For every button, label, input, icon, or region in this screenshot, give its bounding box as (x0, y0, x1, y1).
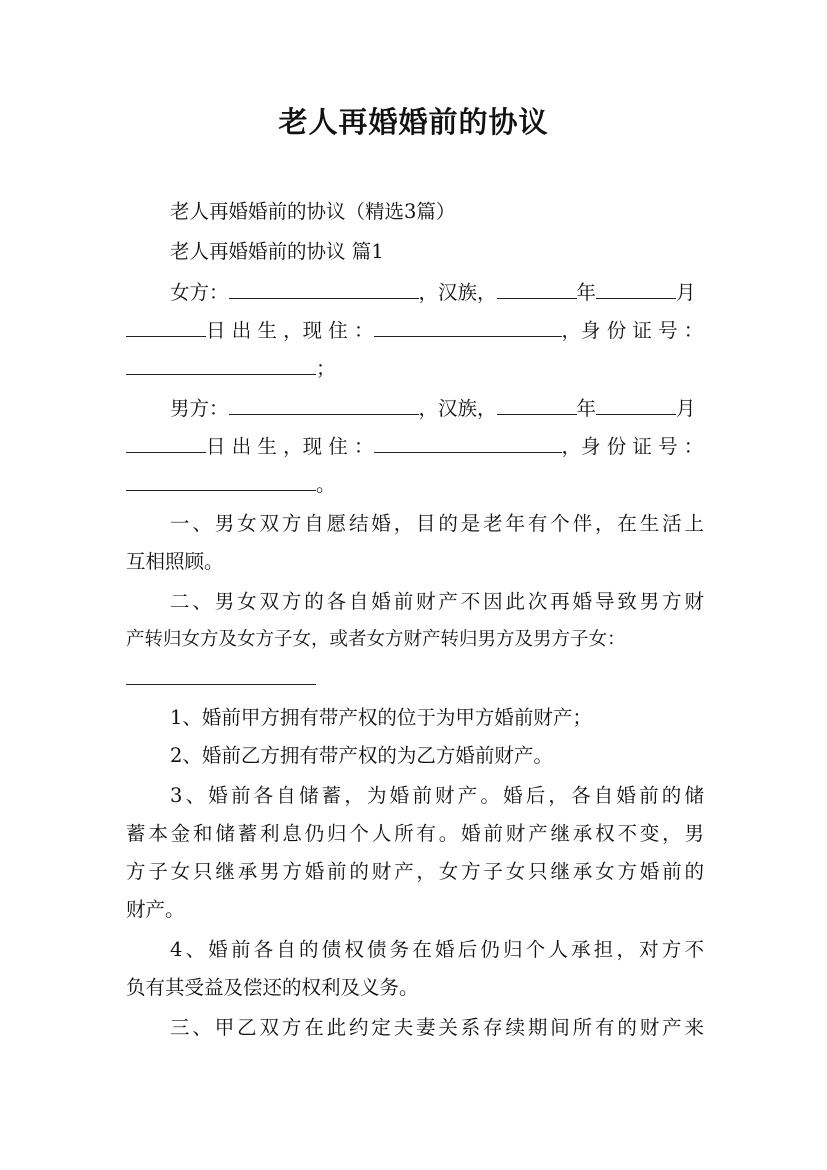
clause-2-line-1: 二、男女双方的各自婚前财产不因此次再婚导致男方财 (170, 590, 704, 613)
female-label: 女方： (170, 281, 229, 304)
clause-2-blank-line (126, 666, 704, 691)
item-3-line-2: 蓄本金和储蓄利息仍归个人所有。婚前财产继承权不变，男 (126, 822, 704, 845)
male-day-blank[interactable] (126, 434, 206, 453)
female-line-3 (126, 356, 704, 381)
item-3-line-4: 财产。 (126, 898, 185, 921)
item-4-line-1: 4、婚前各自的债权债务在婚后仍归个人承担，对方不 (170, 938, 704, 961)
female-name-blank[interactable] (229, 280, 419, 299)
male-line-3 (126, 472, 704, 497)
clause-2-blank[interactable] (126, 666, 316, 685)
female-year-label: 年 (576, 281, 597, 304)
male-year-label: 年 (576, 397, 597, 420)
section-heading: 老人再婚婚前的协议 篇1 (170, 240, 384, 263)
document-title: 老人再婚婚前的协议 (278, 105, 549, 139)
male-month-label: 月 (676, 397, 696, 420)
male-birth-label: 日 出 生 ，现 住 ： (206, 435, 374, 458)
male-end: 。 (316, 473, 336, 496)
female-id-blank[interactable] (126, 356, 316, 375)
female-ethnic: ，汉族， (418, 281, 497, 304)
male-line-1 (170, 396, 704, 421)
female-end: ； (316, 357, 336, 380)
female-day-blank[interactable] (126, 318, 206, 337)
item-3-line-1: 3、婚前各自储蓄，为婚前财产。婚后，各自婚前的储 (170, 784, 704, 807)
male-address-blank[interactable] (374, 434, 562, 453)
clause-2-line-2: 产转归女方及女方子女，或者女方财产转归男方及男方子女： (126, 629, 626, 650)
male-year-blank[interactable] (497, 396, 577, 415)
female-line-1 (170, 280, 704, 305)
female-birth-label: 日 出 生 ，现 住 ： (206, 319, 374, 342)
male-line-2 (126, 434, 704, 459)
male-id-blank[interactable] (126, 472, 316, 491)
clause-1-line-2: 互相照顾。 (126, 550, 224, 573)
female-month-label: 月 (676, 281, 696, 304)
item-3-line-3: 方子女只继承男方婚前的财产，女方子女只继承女方婚前的 (126, 860, 704, 883)
clause-3-line-1: 三、甲乙双方在此约定夫妻关系存续期间所有的财产来 (170, 1016, 704, 1039)
female-year-blank[interactable] (497, 280, 577, 299)
male-month-blank[interactable] (596, 396, 676, 415)
female-line-2 (126, 318, 704, 343)
male-ethnic: ，汉族， (418, 397, 497, 420)
item-4-line-2: 负有其受益及偿还的权利及义务。 (126, 976, 419, 999)
male-name-blank[interactable] (229, 396, 419, 415)
female-id-label: ，身 份 证 号 ： (561, 319, 704, 342)
female-month-blank[interactable] (596, 280, 676, 299)
item-1: 1、婚前甲方拥有带产权的位于为甲方婚前财产； (170, 706, 592, 729)
female-address-blank[interactable] (374, 318, 562, 337)
clause-1-line-1: 一、男女双方自愿结婚，目的是老年有个伴，在生活上 (170, 512, 704, 535)
male-id-label: ，身 份 证 号 ： (561, 435, 704, 458)
male-label: 男方： (170, 397, 229, 420)
subtitle: 老人再婚婚前的协议（精选3篇） (170, 200, 456, 223)
item-2: 2、婚前乙方拥有带产权的为乙方婚前财产。 (170, 744, 553, 767)
